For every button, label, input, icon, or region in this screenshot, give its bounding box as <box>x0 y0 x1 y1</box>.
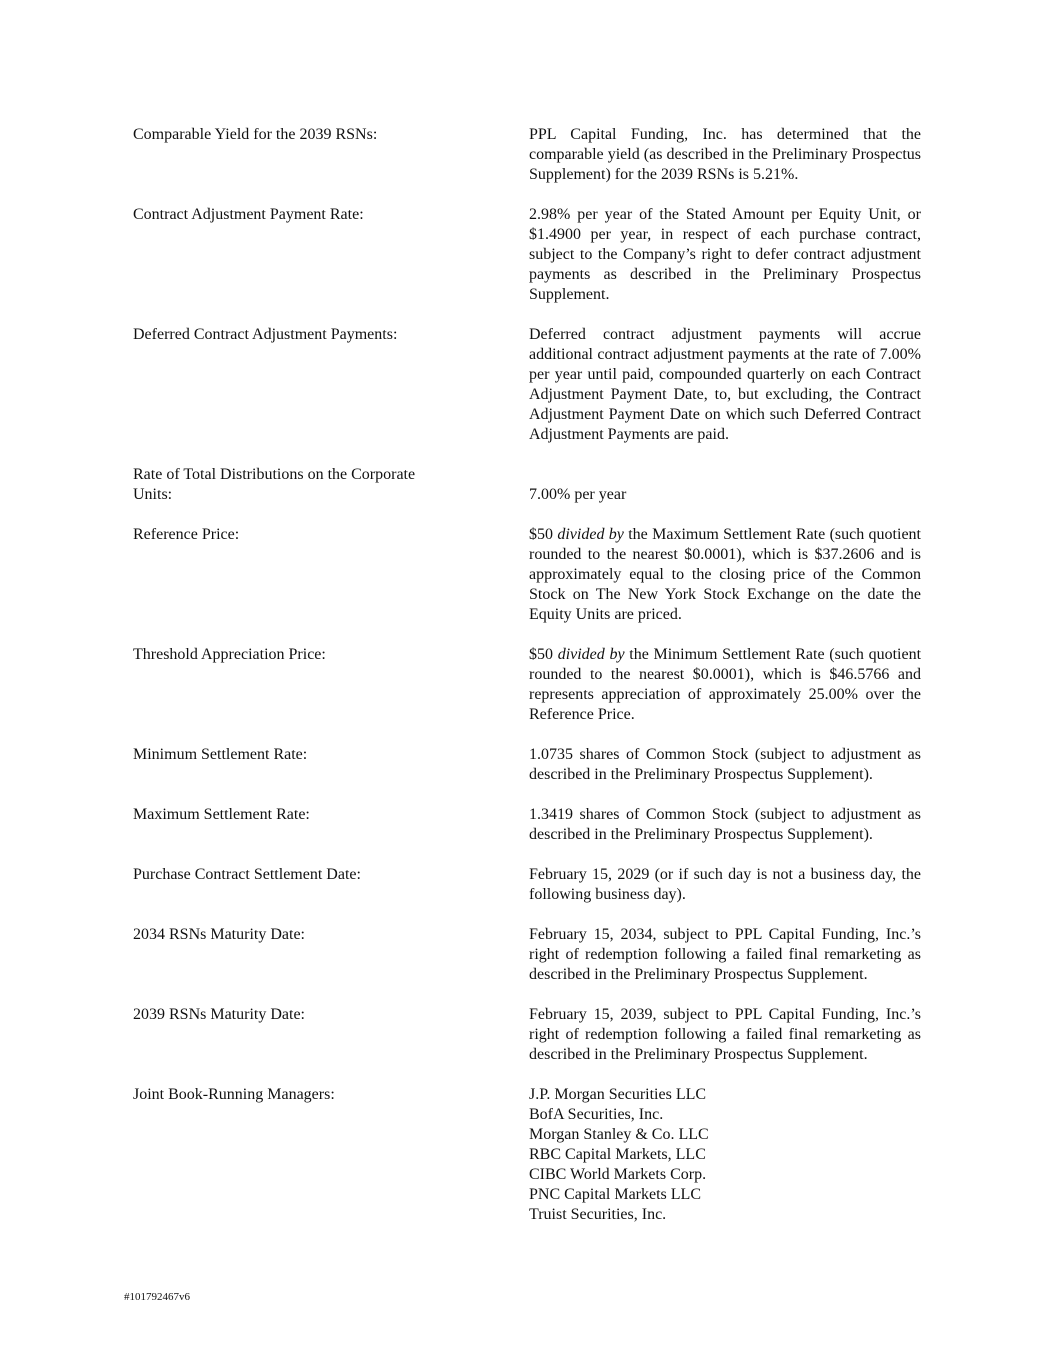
term-label <box>133 465 473 505</box>
term-label: Reference Price: <box>133 526 240 543</box>
value-rest: the Maximum Settlement Rate (such quotient rounded to the nearest $0.0001), which is $37.2606 and is approximately equal to the closing price of the Common Stock on The New York Stock Exchange on the date the Equity Units are priced. <box>529 526 921 623</box>
manager-item: CIBC World Markets Corp. <box>529 1166 707 1183</box>
term-label: Contract Adjustment Payment Rate: <box>133 206 364 223</box>
value-italic: divided by <box>557 646 625 663</box>
term-value: 1.0735 shares of Common Stock (subject to adjustment as described in the Preliminary Prospectus Supplement). <box>529 746 921 783</box>
term-label-line: Units: <box>133 486 173 503</box>
value-prefix: $50 <box>529 526 553 543</box>
term-label: Purchase Contract Settlement Date: <box>133 866 361 883</box>
term-label: Joint Book-Running Managers: <box>133 1086 335 1103</box>
manager-item: Truist Securities, Inc. <box>529 1206 667 1223</box>
value-prefix: $50 <box>529 646 553 663</box>
term-label: Minimum Settlement Rate: <box>133 746 308 763</box>
managers-list <box>529 1085 921 1225</box>
value-italic: divided by <box>557 526 624 543</box>
manager-item: RBC Capital Markets, LLC <box>529 1146 706 1163</box>
term-label: Comparable Yield for the 2039 RSNs: <box>133 126 378 143</box>
term-value: PPL Capital Funding, Inc. has determined that the comparable yield (as described in the Preliminary Prospectus Supplement) for the 2039 RSNs is 5.21%. <box>529 126 921 183</box>
term-label: Threshold Appreciation Price: <box>133 646 326 663</box>
term-value: February 15, 2039, subject to PPL Capital Funding, Inc.’s right of redemption following a failed final remarketing as described in the Preliminary Prospectus Supplement. <box>529 1006 921 1063</box>
term-value: February 15, 2034, subject to PPL Capital Funding, Inc.’s right of redemption following a failed final remarketing as described in the Preliminary Prospectus Supplement. <box>529 926 921 983</box>
term-label: 2034 RSNs Maturity Date: <box>133 926 305 943</box>
term-label: Maximum Settlement Rate: <box>133 806 310 823</box>
manager-item: J.P. Morgan Securities LLC <box>529 1086 707 1103</box>
manager-item: Morgan Stanley & Co. LLC <box>529 1126 709 1143</box>
term-value: Deferred contract adjustment payments will accrue additional contract adjustment payments at the rate of 7.00% per year until paid, compounded quarterly on each Contract Adjustment Payment Date, to, but excluding, the Contract Adjustment Payment Date on which such Deferred Contract Adjustment Payments are paid. <box>529 326 921 443</box>
term-value <box>529 645 921 725</box>
manager-item: BofA Securities, Inc. <box>529 1106 664 1123</box>
term-value: February 15, 2029 (or if such day is not a business day, the following business day). <box>529 866 921 903</box>
term-label-line: Rate of Total Distributions on the Corporate <box>133 466 416 483</box>
document-id-footer: #101792467v6 <box>124 1291 190 1303</box>
term-value: 1.3419 shares of Common Stock (subject to adjustment as described in the Preliminary Prospectus Supplement). <box>529 806 921 843</box>
value-rest: the Minimum Settlement Rate (such quotient rounded to the nearest $0.0001), which is $46.5766 and represents appreciation of approximately 25.00% over the Reference Price. <box>529 646 922 723</box>
term-value <box>529 525 921 625</box>
term-value: 2.98% per year of the Stated Amount per Equity Unit, or $1.4900 per year, in respect of each purchase contract, subject to the Company’s right to defer contract adjustment payments as described in the Preliminary Prospectus Supplement. <box>529 206 921 303</box>
term-label: 2039 RSNs Maturity Date: <box>133 1006 305 1023</box>
term-label: Deferred Contract Adjustment Payments: <box>133 326 398 343</box>
term-value: 7.00% per year <box>529 486 627 503</box>
manager-item: PNC Capital Markets LLC <box>529 1186 701 1203</box>
